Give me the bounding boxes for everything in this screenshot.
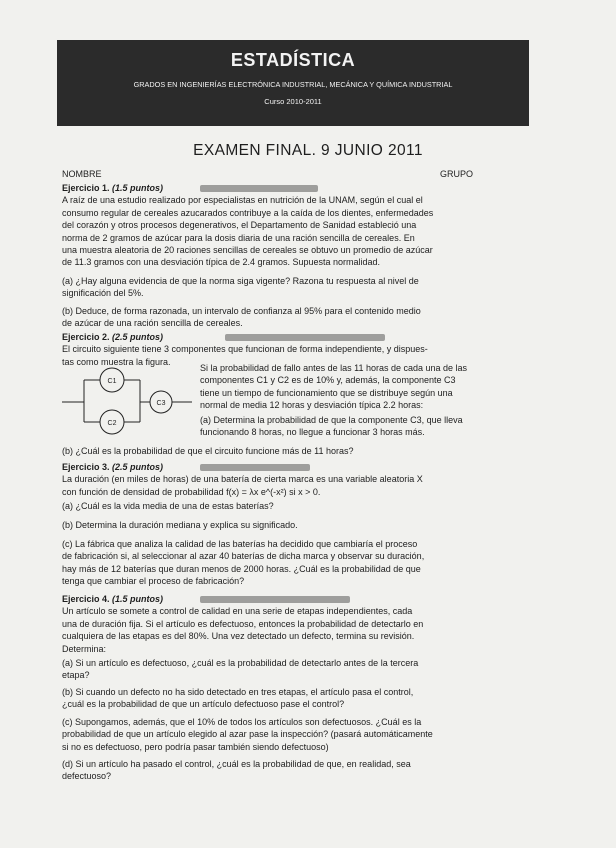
ex2-right-text: Si la probabilidad de fallo antes de las 11 horas de cada una de las componentes C1 y C2 es de 10% y, además, la componente C3 tiene un tiempo de funcionamiento que se distribuye según una normal de media 12 horas y desviación típica 2.2 horas: <box>200 363 468 411</box>
ex1-text-line: norma de 2 gramos de azúcar para la dosis diaria de una ración sencilla de cereales. En <box>62 232 415 243</box>
ex2-text-line: tas como muestra la figura. <box>62 356 171 367</box>
ex4-part-b: (b) Si cuando un defecto no ha sido detectado en tres etapas, el artículo pasa el control, ¿cuál es la probabilidad de que un artículo defectuoso pase el control? <box>62 687 414 710</box>
ex3-part-c: (c) La fábrica que analiza la calidad de las baterías ha decidido que cambiaría el proceso de fabricación si, al seleccionar al azar 40 baterías de dicha marca y observar su duración, hay más de 12 baterías que duran menos de 2000 horas. ¿Cuál es la probabilidad de que tenga que cambiar el proceso de fabricación? <box>62 539 425 587</box>
ex2-part-a: (a) Determina la probabilidad de que la componente C3, que lleva funcionando 8 horas, no llegue a funcionar 3 horas más. <box>200 415 463 438</box>
smudge <box>200 185 318 192</box>
name-label: NOMBRE <box>62 169 102 179</box>
ex1-part-b: (b) Deduce, de forma razonada, un intervalo de confianza al 95% para el contenido medio de azúcar de una ración sencilla de cereales. <box>62 306 421 329</box>
label-c2: C2 <box>107 420 117 427</box>
exercise-4-heading: Ejercicio 4. (1.5 puntos) <box>62 594 164 604</box>
ex4-text-line: cualquiera de las etapas es del 80%. Una vez detectado un defecto, termina su revisión. <box>62 631 415 642</box>
ex4-part-a: (a) Si un artículo es defectuoso, ¿cuál es la probabilidad de detectarlo antes de la tercera etapa? <box>62 658 419 681</box>
exercise-2-heading: Ejercicio 2. (2.5 puntos) <box>62 332 164 342</box>
group-label: GRUPO <box>440 169 474 179</box>
header-title: ESTADÍSTICA <box>230 50 356 70</box>
ex1-text-line: una muestra aleatoria de 20 raciones sencillas de cereales se obtuvo un promedio de azúcar <box>62 244 433 255</box>
smudge <box>225 334 385 341</box>
ex3-text-line: con función de densidad de probabilidad f(x) = λx e^(-x²) si x > 0. <box>62 486 321 497</box>
ex1-text-line: de 11.3 gramos con una desviación típica de 2.4 gramos. Supuesta normalidad. <box>62 257 381 268</box>
header-course: Curso 2010-2011 <box>264 97 322 106</box>
smudge <box>200 596 350 603</box>
exercise-1 <box>62 182 433 269</box>
ex3-part-b: (b) Determina la duración mediana y explica su significado. <box>62 520 298 530</box>
ex3-part-a: (a) ¿Cuál es la vida media de una de estas baterías? <box>62 501 274 511</box>
ex4-text-line: Determina: <box>62 643 107 654</box>
header-subtitle: GRADOS EN INGENIERÍAS ELECTRÓNICA INDUSTRIAL, MECÁNICA Y QUÍMICA INDUSTRIAL <box>133 80 453 89</box>
ex1-text-line: A raíz de una estudio realizado por especialistas en nutrición de la UNAM, según el cual el <box>62 195 423 206</box>
ex3-text-line: La duración (en miles de horas) de una batería de cierta marca es una variable aleatoria X <box>62 474 423 485</box>
ex1-text-line: del corazón y otros procesos degenerativos, el Departamento de Sanidad estableció una <box>62 220 417 231</box>
header-banner <box>57 40 529 126</box>
smudge <box>200 464 310 471</box>
ex4-part-d: (d) Si un artículo ha pasado el control, ¿cuál es la probabilidad de que, en realidad, sea defectuoso? <box>62 759 411 782</box>
label-c3: C3 <box>156 400 166 407</box>
ex1-text-line: consumo regular de cereales azucarados contribuye a la caída de los dientes, enfermedades <box>62 207 434 218</box>
ex4-text-line: Un artículo se somete a control de calidad en una serie de etapas independientes, cada <box>62 606 413 617</box>
ex2-text-line: El circuito siguiente tiene 3 componentes que funcionan de forma independiente, y dispues- <box>62 344 428 355</box>
ex4-part-c: (c) Supongamos, además, que el 10% de todos los artículos son defectuosos. ¿Cuál es la probabilidad de que un artículo elegido al azar pase la inspección? (pasará automáticamente si no es defectuoso, pero podría pasar también siendo defectuoso) <box>62 717 433 752</box>
exercise-3-heading: Ejercicio 3. (2.5 puntos) <box>62 462 164 472</box>
exercise-1-heading: Ejercicio 1. (1.5 puntos) <box>62 183 164 193</box>
ex4-text-line: una de duración fija. Si el artículo es defectuoso, entonces la probabilidad de detectarlo en <box>62 618 424 629</box>
label-c1: C1 <box>107 378 117 385</box>
exam-title: EXAMEN FINAL. 9 JUNIO 2011 <box>193 142 423 159</box>
ex1-part-a: (a) ¿Hay alguna evidencia de que la norma siga vigente? Razona tu respuesta al nivel de significación del 5%. <box>62 276 419 299</box>
circuit-diagram <box>62 365 192 435</box>
ex2-part-b: (b) ¿Cuál es la probabilidad de que el circuito funcione más de 11 horas? <box>62 446 354 456</box>
